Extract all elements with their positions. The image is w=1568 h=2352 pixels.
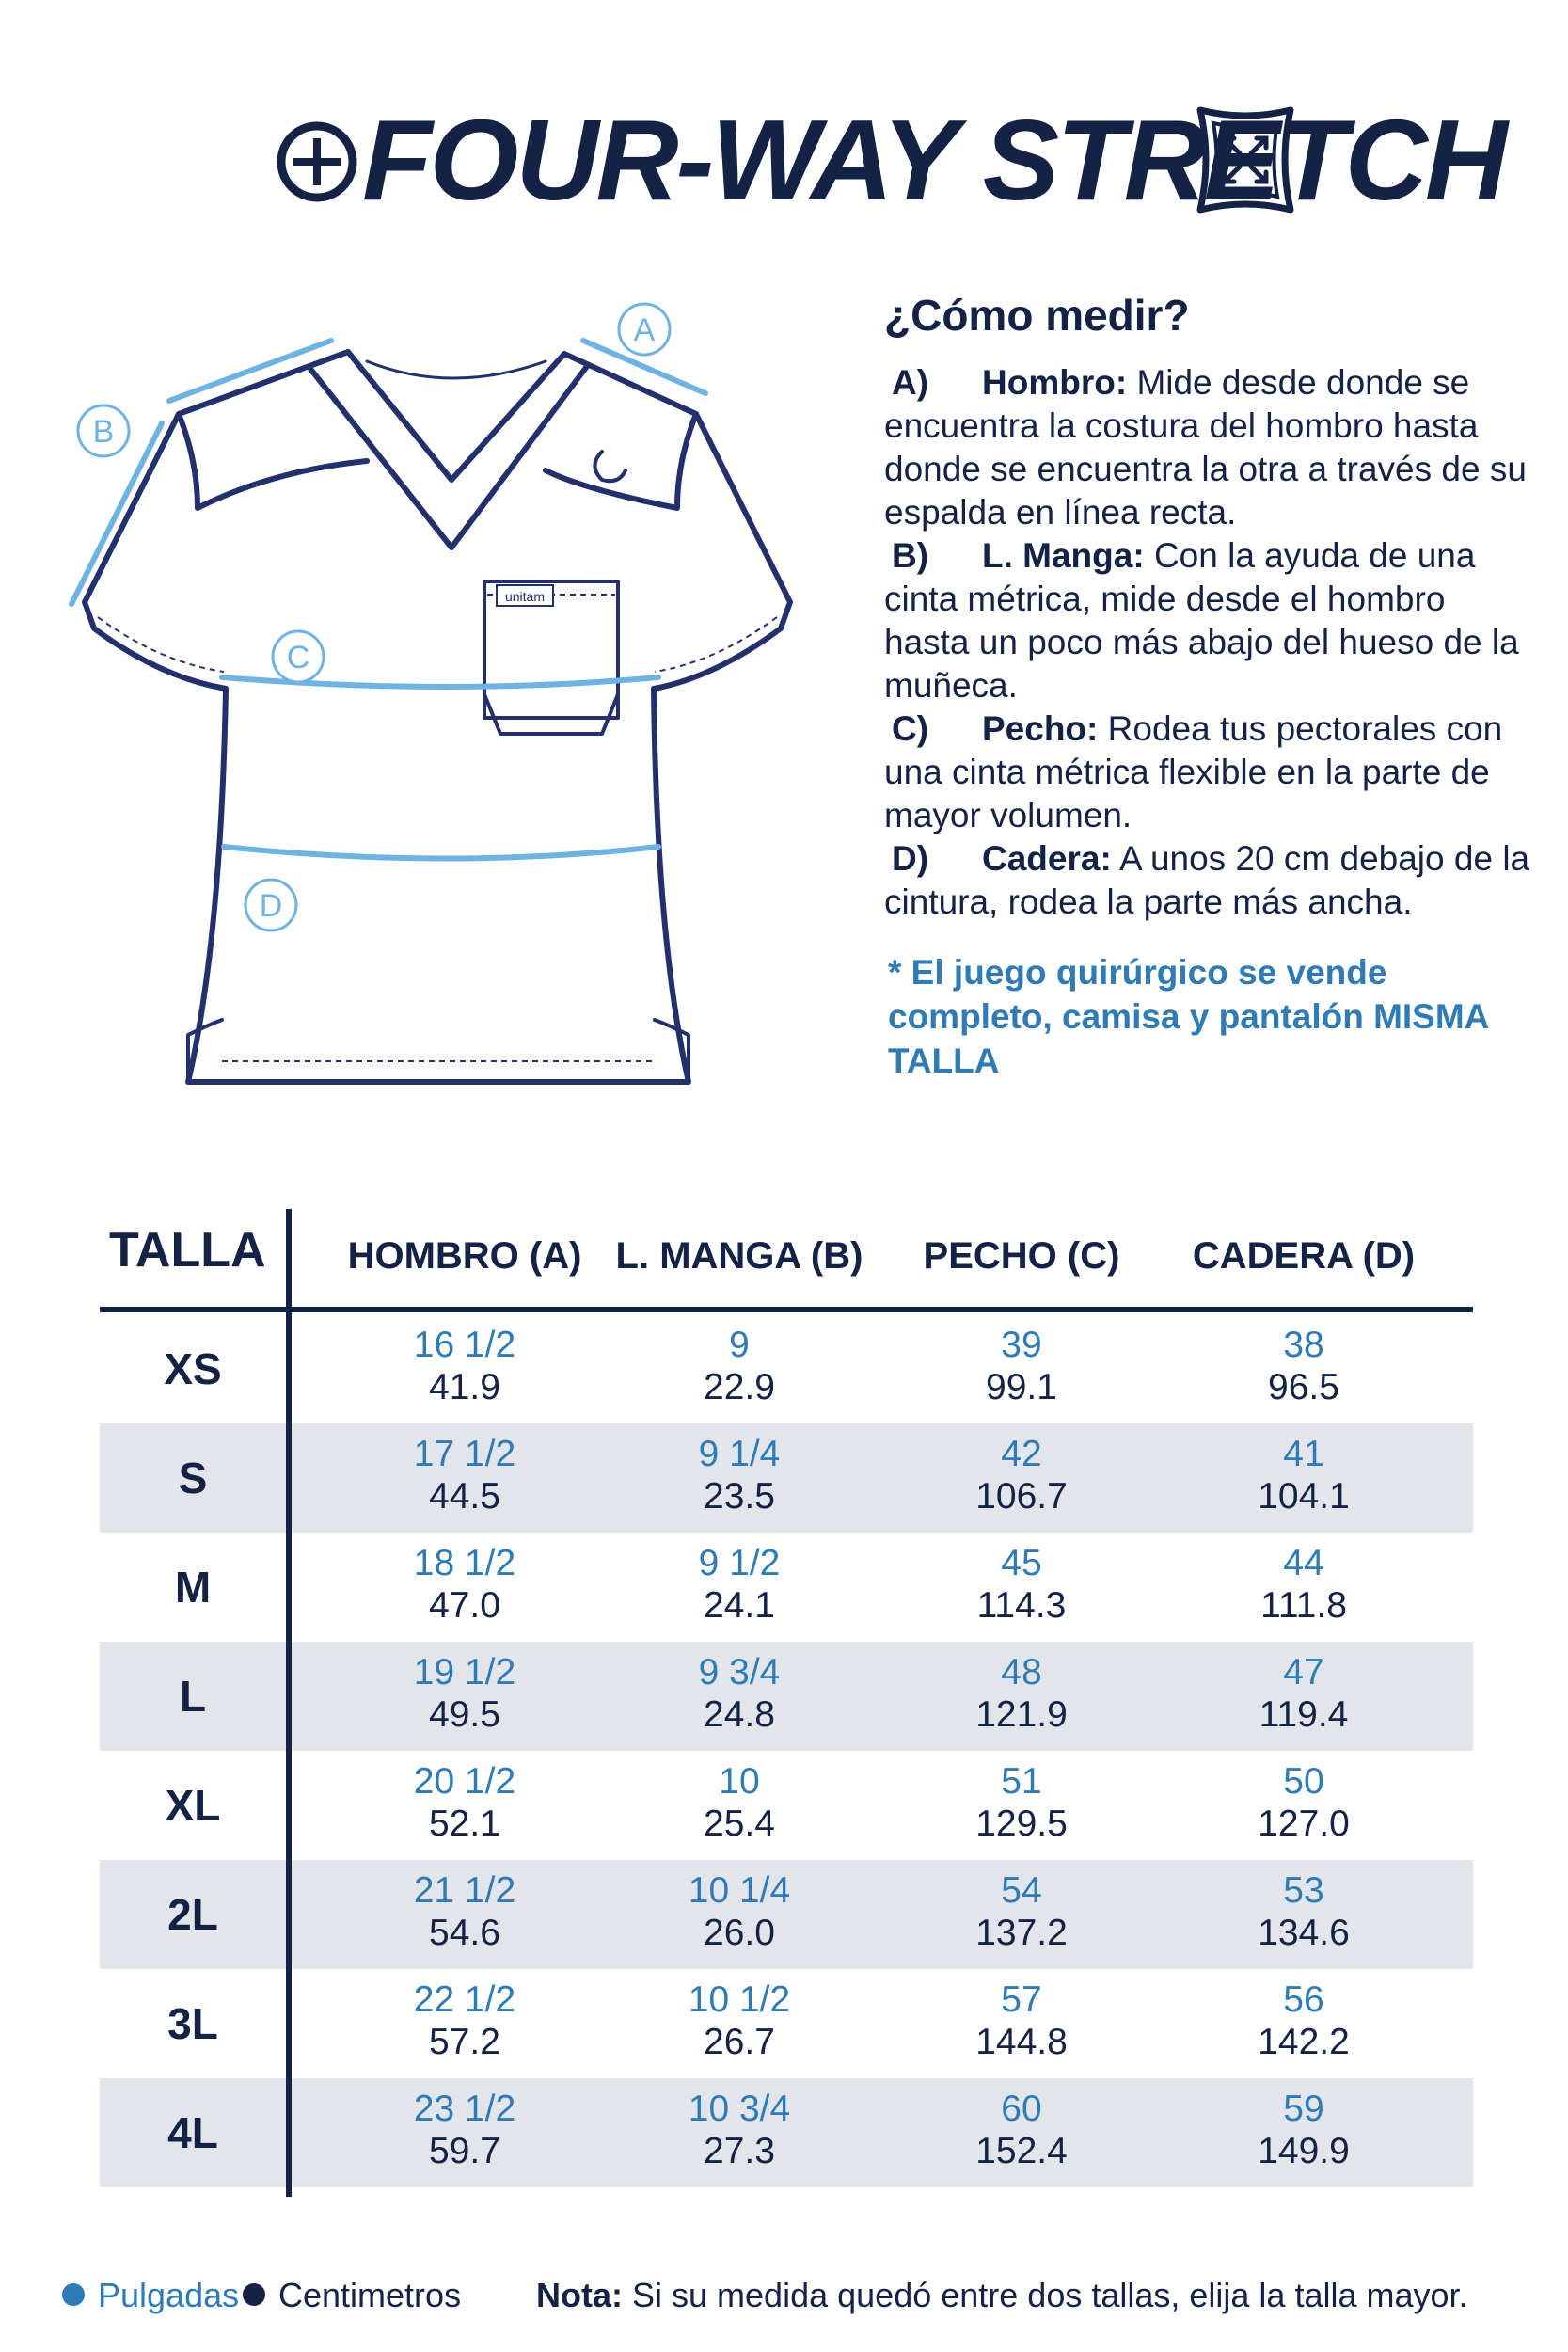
cell-cadera: [1163, 1651, 1445, 1736]
value-cm: 41.9: [429, 1367, 500, 1407]
cell-pecho: [880, 1433, 1163, 1518]
cell-hombro: [324, 1979, 606, 2063]
value-cm: 134.6: [1258, 1913, 1350, 1953]
value-cm: 57.2: [429, 2022, 500, 2062]
value-cm: 52.1: [429, 1804, 500, 1844]
value-inches: 59: [1283, 2089, 1324, 2129]
cell-manga: [598, 1979, 880, 2063]
value-cm: 99.1: [986, 1367, 1057, 1407]
table-row: [100, 1533, 1473, 1642]
page-title: FOUR-WAY STRETCH: [362, 96, 1505, 224]
value-inches: 16 1/2: [413, 1325, 516, 1365]
value-cm: 25.4: [704, 1804, 775, 1844]
value-cm: 127.0: [1258, 1804, 1350, 1844]
instruction-b: B) L. Manga: Con la ayuda de una cinta métrica, mide desde el hombro hasta un poco más abajo del hueso de la muñeca.: [884, 536, 1519, 705]
value-inches: 9 1/2: [698, 1543, 781, 1583]
cell-hombro: [324, 1760, 606, 1845]
value-cm: 114.3: [976, 1585, 1067, 1626]
cell-manga: [598, 1433, 880, 1518]
cell-hombro: [324, 1651, 606, 1736]
value-inches: 10 1/2: [688, 1979, 791, 2020]
value-inches: 19 1/2: [413, 1652, 516, 1692]
measure-line-a: [169, 341, 331, 401]
cell-hombro: [324, 1324, 606, 1408]
value-cm: 96.5: [1268, 1367, 1339, 1407]
circle-plus-icon: [275, 119, 359, 204]
size-note: Nota: Si su medida quedó entre dos tallas, elija la talla mayor.: [536, 2276, 1468, 2314]
cell-pecho: [880, 1760, 1163, 1845]
brand-tag-label: unitam: [504, 589, 546, 604]
four-way-arrows-icon: [1193, 103, 1298, 217]
value-inches: 48: [1001, 1652, 1042, 1692]
marker-a-label: A: [633, 312, 656, 348]
value-cm: 24.1: [704, 1585, 775, 1626]
value-inches: 10 3/4: [688, 2089, 791, 2129]
value-inches: 42: [1001, 1434, 1042, 1474]
value-cm: 23.5: [704, 1476, 775, 1517]
value-cm: 119.4: [1259, 1694, 1349, 1735]
legend-cm: Centimetros: [243, 2267, 461, 2324]
cell-cadera: [1163, 2088, 1445, 2172]
cell-pecho: [880, 2088, 1163, 2172]
header-divider: [100, 1307, 1473, 1312]
cell-manga: [598, 1542, 880, 1627]
table-row: [100, 1423, 1473, 1533]
value-inches: 18 1/2: [413, 1543, 516, 1583]
table-row: [100, 1969, 1473, 2078]
value-inches: 38: [1283, 1325, 1324, 1365]
value-cm: 27.3: [704, 2131, 775, 2171]
value-cm: 129.5: [975, 1804, 1068, 1844]
value-inches: 44: [1283, 1543, 1324, 1583]
value-inches: 56: [1283, 1979, 1324, 2020]
header-talla: TALLA: [109, 1223, 266, 1278]
value-cm: 22.9: [704, 1367, 775, 1407]
measurement-instructions: [884, 282, 1533, 1083]
value-inches: 54: [1001, 1870, 1042, 1911]
value-cm: 149.9: [1258, 2131, 1350, 2171]
value-cm: 142.2: [1258, 2022, 1350, 2062]
value-cm: 104.1: [1258, 1476, 1350, 1517]
value-cm: 121.9: [975, 1694, 1068, 1735]
value-inches: 9 1/4: [698, 1434, 781, 1474]
value-cm: 137.2: [975, 1913, 1068, 1953]
value-inches: 17 1/2: [413, 1434, 516, 1474]
size-label: M: [174, 1563, 212, 1612]
value-cm: 111.8: [1260, 1585, 1347, 1626]
page-header: [0, 89, 1568, 230]
cell-pecho: [880, 1869, 1163, 1954]
table-row: [100, 2078, 1473, 2187]
value-cm: 54.6: [429, 1913, 500, 1953]
cell-cadera: [1163, 1433, 1445, 1518]
cell-cadera: [1163, 1979, 1445, 2063]
cell-manga: [598, 1651, 880, 1736]
cell-pecho: [880, 1979, 1163, 2063]
value-inches: 60: [1001, 2089, 1042, 2129]
value-cm: 152.4: [975, 2131, 1068, 2171]
value-inches: 57: [1001, 1979, 1042, 2020]
table-row: [100, 1860, 1473, 1969]
inches-dot-icon: [62, 2283, 85, 2306]
cell-cadera: [1163, 1760, 1445, 1845]
marker-d-label: D: [259, 888, 283, 924]
value-inches: 21 1/2: [413, 1870, 516, 1911]
cm-dot-icon: [243, 2283, 265, 2306]
value-cm: 47.0: [429, 1585, 500, 1626]
cell-hombro: [324, 2088, 606, 2172]
size-label: XS: [164, 1344, 222, 1393]
value-inches: 41: [1283, 1434, 1324, 1474]
value-inches: 22 1/2: [413, 1979, 516, 2020]
value-cm: 106.7: [975, 1476, 1068, 1517]
value-inches: 9: [729, 1325, 750, 1365]
header-cadera: CADERA (D): [1192, 1235, 1416, 1277]
cell-hombro: [324, 1433, 606, 1518]
value-inches: 20 1/2: [413, 1761, 516, 1802]
cell-manga: [598, 1324, 880, 1408]
marker-c-label: C: [286, 640, 310, 675]
shirt-measurement-diagram: [56, 282, 837, 1110]
size-label: 4L: [167, 2108, 218, 2157]
header-hombro: HOMBRO (A): [347, 1235, 582, 1277]
value-inches: 47: [1283, 1652, 1324, 1692]
cell-cadera: [1163, 1869, 1445, 1954]
measure-line-d: [224, 847, 658, 859]
value-cm: 144.8: [975, 2022, 1068, 2062]
table-row: [100, 1751, 1473, 1860]
cell-hombro: [324, 1542, 606, 1627]
size-column-divider: [286, 1209, 292, 2197]
cell-pecho: [880, 1542, 1163, 1627]
value-cm: 26.0: [704, 1913, 775, 1953]
value-inches: 39: [1001, 1325, 1042, 1365]
same-size-note: * El juego quirúrgico se vende completo, camisa y pantalón MISMA TALLA: [888, 953, 1489, 1080]
value-inches: 23 1/2: [413, 2089, 516, 2129]
size-label: S: [178, 1454, 208, 1502]
table-row: [100, 1314, 1473, 1423]
value-inches: 51: [1001, 1761, 1042, 1802]
value-cm: 59.7: [429, 2131, 500, 2171]
cell-hombro: [324, 1869, 606, 1954]
value-inches: 10 1/4: [688, 1870, 791, 1911]
value-cm: 44.5: [429, 1476, 500, 1517]
value-cm: 24.8: [704, 1694, 775, 1735]
instructions-title: ¿Cómo medir?: [884, 291, 1190, 340]
cell-manga: [598, 1869, 880, 1954]
cell-manga: [598, 2088, 880, 2172]
value-cm: 49.5: [429, 1694, 500, 1735]
instruction-d: D) Cadera: A unos 20 cm debajo de la cintura, rodea la parte más ancha.: [884, 839, 1530, 921]
value-inches: 10: [719, 1761, 760, 1802]
size-label: 2L: [167, 1890, 218, 1939]
value-inches: 45: [1001, 1543, 1042, 1583]
cell-cadera: [1163, 1324, 1445, 1408]
header-manga: L. MANGA (B): [615, 1235, 863, 1277]
instruction-a: A) Hombro: Mide desde donde se encuentra la costura del hombro hasta donde se encuentra la otra a través de su espalda en línea recta.: [884, 363, 1527, 532]
value-inches: 53: [1283, 1870, 1324, 1911]
footer: [0, 2267, 1568, 2324]
marker-b-label: B: [92, 414, 115, 450]
cell-pecho: [880, 1651, 1163, 1736]
instruction-c: C) Pecho: Rodea tus pectorales con una cinta métrica flexible en la parte de mayor volumen.: [884, 709, 1503, 834]
size-label: XL: [165, 1781, 221, 1830]
header-pecho: PECHO (C): [923, 1235, 1120, 1277]
legend-inches: Pulgadas: [62, 2267, 239, 2324]
cell-cadera: [1163, 1542, 1445, 1627]
size-label: L: [179, 1672, 207, 1721]
cell-pecho: [880, 1324, 1163, 1408]
size-label: 3L: [167, 1999, 218, 2048]
value-inches: 9 3/4: [698, 1652, 781, 1692]
value-inches: 50: [1283, 1761, 1324, 1802]
value-cm: 26.7: [704, 2022, 775, 2062]
table-row: [100, 1642, 1473, 1751]
cell-manga: [598, 1760, 880, 1845]
